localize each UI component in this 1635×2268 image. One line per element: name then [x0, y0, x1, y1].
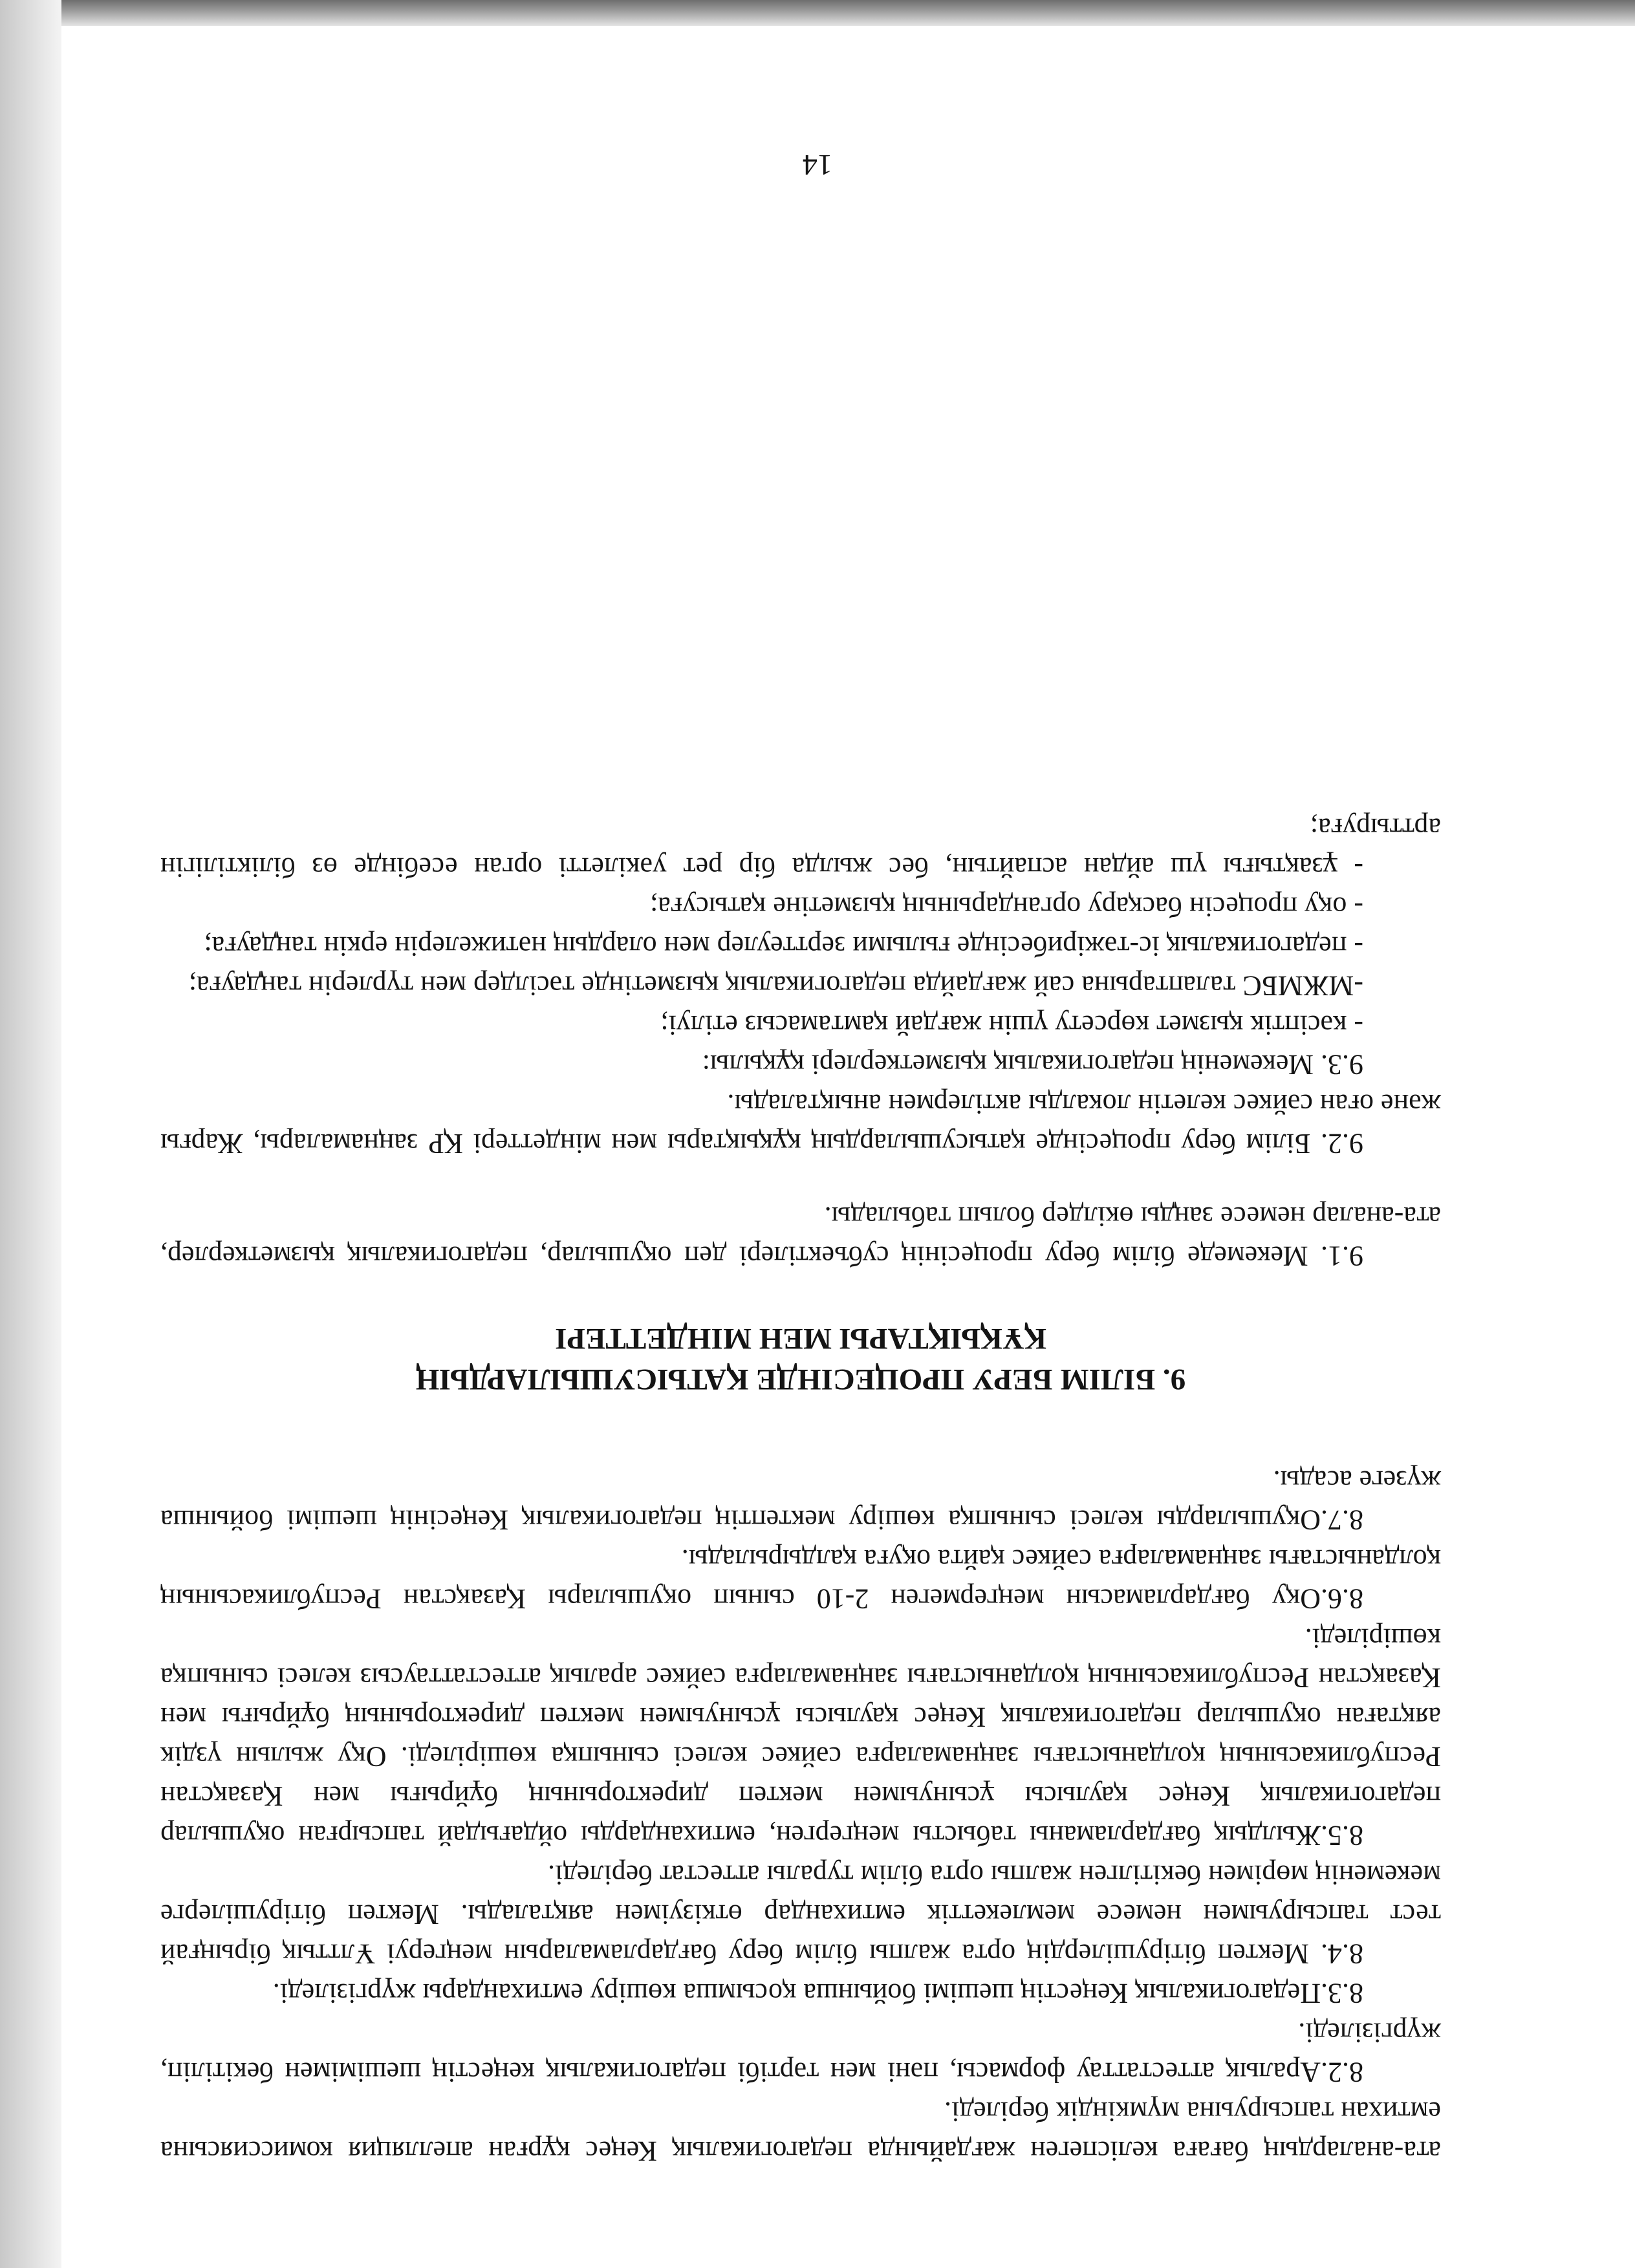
- paragraph-9-3: 9.3. Мекеменің педагогикалық қызметкерлері құқылы:: [702, 1049, 1363, 1081]
- paragraph-8-4: 8.4. Мектеп бітірушілердің орта жалпы білім беру бағдарламаларын меңгеруі Ұлттық бірыңғай тест тапсыруымен немесе мемлекеттік емтихандар өткізуімен аяқталады. Мектеп бітірушілерге мекеменің мөрімен бекітілген жалпы орта білім туралы аттестат беріледі.: [160, 1859, 1441, 1970]
- page-number: 14: [803, 149, 832, 182]
- paragraph-8-2: 8.2.Аралық аттестаттау формасы, пәні мен тәртібі педагогикалық кеңестің шешімімен бекітіліп, жүргізіледі.: [160, 2017, 1441, 2088]
- section-heading-line-2: ҚҰҚЫҚТАРЫ МЕН МІНДЕТТЕРІ: [555, 1322, 1046, 1355]
- list-item-management-participation: - оқу процесін басқару органдарының қызметіне қатысуға;: [650, 891, 1363, 923]
- list-item-methods-choice: -МЖМБС талаптарына сай жағдайда педагогикалық қызметінде тәсілдер мен түрлерін таңдауға;: [188, 970, 1363, 1002]
- paragraph-8-3: 8.3.Педагогикалық Кеңестің шешімі бойынша қосымша көшіру емтихандары жүргізіледі.: [272, 1978, 1363, 2009]
- section-9-heading: [160, 1318, 1441, 1399]
- paragraph-8-1-continuation: ата-аналардың бағаға келіспеген жағдайында педагогикалық Кеңес құрған апелляция комиссиясына емтихан тапсыруына мүмкіндік беріледі.: [160, 2096, 1441, 2167]
- paragraph-9-2: 9.2. Білім беру процесінде қатысушылардың құқықтары мен міндеттері ҚР заңнамалары, Жарғы және оған сәйкес келетін локалды актілермен анықталады.: [160, 1088, 1441, 1160]
- list-item-professional-conditions: - кәсіптік қызмет көрсету үшін жағдай қамтамасыз етілуі;: [660, 1010, 1363, 1041]
- paragraph-8-5: 8.5.Жылдық бағдарламаны табысты меңгерген, емтихандарды ойдағыдай тапсырған оқушылар педагогикалық Кеңес қаулысы ұсынуымен мектеп директорының бұйрығы мен Қазақстан Республикасының қолданыстағы заңнамаларға сәйкес келесі сыныпқа көшіріледі. Оқу жылын үздік аяқтаған оқушылар педагогикалық Кеңес қаулысы ұсынуымен мектеп директорының бұйрығы мен Қазақстан Республикасының қолданыстағы заңнамаларға сәйкес аралық аттестаттаусыз келесі сыныпқа көшіріледі.: [160, 1623, 1441, 1852]
- paragraph-8-7: 8.7.Оқушыларды келесі сыныпқа көшіру мектептің педагогикалық Кеңесінің шешімі бойынша жүзеге асады.: [160, 1465, 1441, 1536]
- list-item-research-choice: - педагогикалық іс-тәжірибесінде ғылыми зерттеулер мен олардың нәтижелерін еркін таңдауға;: [204, 931, 1363, 962]
- paragraph-8-6: 8.6.Оқу бағдарламасын меңгермеген 2-10 сынып оқушылары Қазақстан Республикасының қолданыстағы заңнамаларға сәйкес қайта оқуға қалдырылады.: [160, 1544, 1441, 1615]
- paragraph-9-1: 9.1. Мекемеде білім беру процесінің субъектілері деп оқушылар, педагогикалық қызметкерлер, ата-аналар немесе заңды өкілдер болып табылады.: [160, 1201, 1441, 1272]
- page-content: [160, 808, 1441, 2171]
- section-heading-line-1: 9. БІЛІМ БЕРУ ПРОЦЕСІНДЕ ҚАТЫСУШЫЛАРДЫҢ: [415, 1363, 1186, 1396]
- list-item-qualification-improvement: - ұзақтығы үш айдан аспайтын, бес жылда бір рет уәкілетті орган есебінде өз біліктілігін арттыруға;: [160, 812, 1441, 883]
